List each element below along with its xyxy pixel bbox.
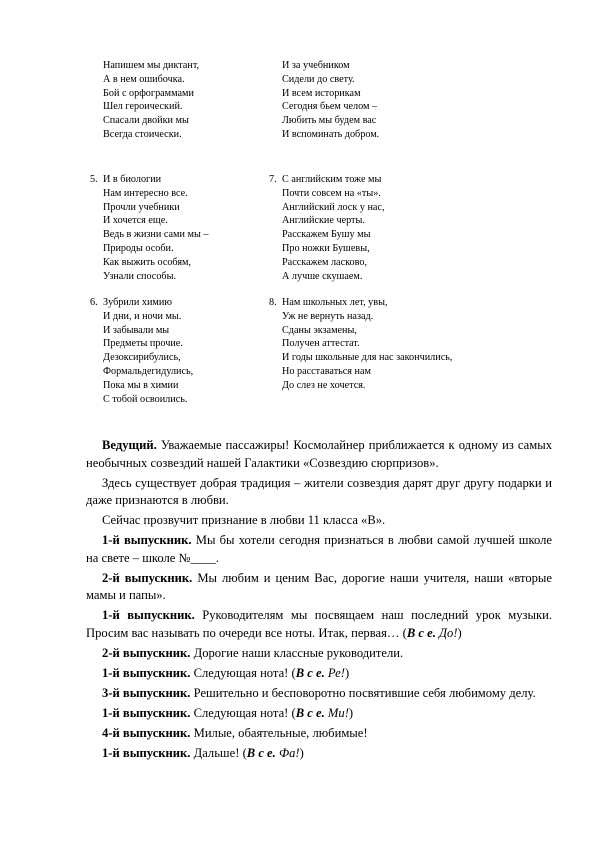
paragraph-text: Дальше! ( (190, 745, 247, 760)
chorus-label: В с е. (295, 665, 325, 680)
paragraph-text: Сейчас прозвучит признание в любви 11 класса «В». (102, 513, 386, 528)
paragraph-text: Милые, обаятельные, любимые! (190, 725, 368, 740)
poem-line: С английским тоже мы (282, 174, 382, 185)
poem-line: Любить мы будем вас (282, 115, 377, 127)
poem-line: Получен аттестат. (282, 338, 360, 350)
paragraph (86, 512, 552, 530)
chorus-label: В с е. (406, 625, 436, 640)
paragraph (86, 607, 552, 642)
paragraph (86, 725, 552, 743)
paragraph-text: Здесь существует добрая традиция – жители созвездия дарят друг другу подарки и даже признаются в любви. (86, 475, 552, 508)
poem-line: Пока мы в химии (103, 379, 179, 391)
paragraph (86, 532, 552, 567)
note-text: Ми! (324, 705, 349, 720)
note-text: Ре! (324, 665, 345, 680)
speaker-label: 1-й выпускник. (102, 608, 195, 623)
poem-line: Напишем мы диктант, (103, 60, 200, 71)
paragraph (86, 475, 552, 510)
poem-line: Узнали способы. (103, 270, 176, 282)
poem-line: Нам школьных лет, увы, (282, 297, 388, 308)
poem-line: Природы особи. (103, 242, 174, 254)
poem-line: Всегда стоически. (103, 128, 182, 140)
paragraph (86, 745, 552, 763)
poem-line: Английский лоск у нас, (282, 201, 385, 213)
poem-line: Расскажем ласково, (282, 256, 368, 268)
paragraph-text: Дорогие наши классные руководители. (190, 645, 404, 660)
paren-close: ) (348, 705, 354, 720)
poem-stanza-b (282, 59, 379, 142)
paragraph (86, 665, 552, 683)
poem-line: Уж не вернуть назад. (282, 310, 374, 322)
paragraph-text: Мы бы хотели сегодня признаться в любви самой лучшей школе на свете – школе №____. (86, 533, 552, 565)
speaker-label: 1-й выпускник. (102, 665, 191, 680)
poem-line: Нам интересно все. (103, 187, 188, 199)
speaker-label: 1-й выпускник. (102, 705, 191, 720)
poem-line: Бой с орфограммами (103, 87, 194, 99)
note-text: Фа! (275, 745, 300, 760)
poem-stanza-a (103, 59, 199, 142)
poem-line: И вспоминать добром. (282, 128, 380, 140)
poem-line: И хочется еще. (103, 215, 168, 227)
paragraph (86, 437, 552, 472)
poem-line: Прочли учебники (103, 201, 180, 213)
stanza-number: 8. (269, 297, 277, 308)
poem-line: Как выжить особям, (103, 256, 192, 268)
poem-line: Шел героический. (103, 101, 183, 113)
poem-stanza-6 (90, 296, 194, 406)
poem-line: Про ножки Бушевы, (282, 242, 370, 254)
poem-stanza-5 (90, 173, 209, 283)
paragraph (86, 570, 552, 605)
paragraph-text: Решительно и бесповоротно посвятившие себя любимому делу. (190, 685, 536, 700)
paragraph (86, 705, 552, 723)
speaker-label: 2-й выпускник. (102, 645, 191, 660)
poem-line: Ведь в жизни сами мы – (103, 229, 209, 241)
paragraph (86, 685, 552, 703)
poem-line: Дезоксирибулись, (103, 352, 181, 364)
speaker-label: 1-й выпускник. (102, 533, 192, 548)
poem-line: Сегодня бьем челом – (282, 101, 378, 113)
poem-line: Предметы прочие. (103, 338, 183, 350)
poem-line: До слез не хочется. (282, 379, 366, 391)
poem-line: И годы школьные для нас закончились, (282, 352, 453, 364)
paragraph-text: Следующая нота! ( (190, 705, 296, 720)
poem-line: И за учебником (282, 60, 350, 71)
paragraph-text: Следующая нота! ( (190, 665, 296, 680)
poem-line: С тобой освоились. (103, 393, 188, 405)
note-text: До! (435, 625, 458, 640)
speaker-label: Ведущий. (102, 438, 157, 452)
poem-stanza-7 (269, 173, 385, 283)
poem-line: Формальдегидулись, (103, 365, 194, 377)
poem-line: Но расставаться нам (282, 365, 371, 377)
paragraph (86, 645, 552, 663)
poem-line: Почти совсем на «ты». (282, 187, 381, 199)
poem-line: А в нем ошибочка. (103, 73, 185, 85)
paren-close: ) (344, 665, 350, 680)
chorus-label: В с е. (295, 705, 325, 720)
poem-line: И забывали мы (103, 324, 170, 336)
stanza-number: 6. (90, 297, 98, 308)
paren-close: ) (457, 625, 462, 640)
poem-line: Сидели до свету. (282, 73, 355, 85)
paragraph-text: Уважаемые пассажиры! Космолайнер приближается к одному из самых необычных созвездий нашей Галактики «Созвездию сюрпризов». (86, 438, 552, 470)
poem-stanza-8 (269, 296, 453, 393)
poem-line: А лучше скушаем. (282, 270, 363, 282)
poem-line: Расскажем Бушу мы (282, 229, 371, 241)
poem-line: И в биологии (103, 174, 162, 185)
poem-line: Английские черты. (282, 215, 365, 227)
stanza-number: 7. (269, 174, 277, 185)
paragraph-text: Мы любим и ценим Вас, дорогие наши учителя, наши «вторые мамы и папы». (86, 570, 552, 603)
poem-line: Зубрили химию (103, 297, 172, 308)
speaker-label: 4-й выпускник. (102, 725, 191, 740)
speaker-label: 1-й выпускник. (102, 745, 191, 760)
script-text (86, 437, 552, 765)
paren-close: ) (299, 745, 304, 760)
paragraph-text: Руководителям мы посвящаем наш последний урок музыки. Просим вас называть по очереди все ноты. Итак, первая… ( (86, 608, 552, 640)
speaker-label: 3-й выпускник. (102, 685, 191, 700)
poem-line: Спасали двойки мы (103, 115, 189, 127)
stanza-number: 5. (90, 174, 98, 185)
speaker-label: 2-й выпускник. (102, 570, 193, 585)
chorus-label: В с е. (246, 745, 276, 760)
poem-line: Сданы экзамены, (282, 324, 357, 336)
poem-line: И всем историкам (282, 87, 361, 99)
poem-line: И дни, и ночи мы. (103, 310, 182, 322)
